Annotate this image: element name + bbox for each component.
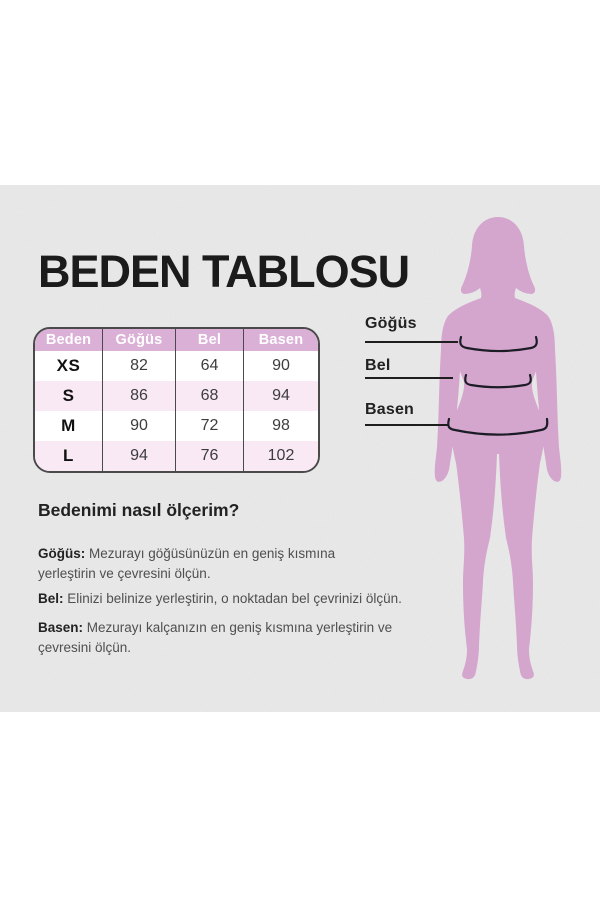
basen-value: 98 xyxy=(272,417,290,434)
bel-value: 64 xyxy=(176,351,244,381)
size-cell: M xyxy=(35,411,103,441)
gogus-value: 86 xyxy=(103,381,176,411)
basen-value: 102 xyxy=(267,447,295,464)
gogus-value: 90 xyxy=(103,411,176,441)
figure-label-gogus: Göğüs xyxy=(365,315,417,332)
header-cell-bel: Bel xyxy=(176,329,244,351)
figure-label-basen: Basen xyxy=(365,401,415,418)
instruction-bel xyxy=(38,589,402,609)
header-cell-gogus: Göğüs xyxy=(103,329,176,351)
instruction-text: Mezurayı kalçanızın en geniş kısmına yerleştirin ve çevresini ölçün. xyxy=(38,620,393,656)
table-row-s xyxy=(35,381,318,411)
female-body-shape xyxy=(435,217,562,679)
size-cell: XS xyxy=(35,351,103,381)
size-cell: S xyxy=(35,381,103,411)
page-title: BEDEN TABLOSU xyxy=(38,246,410,297)
table-row-l xyxy=(35,441,318,471)
gogus-value: 82 xyxy=(103,351,176,381)
bel-value: 68 xyxy=(176,381,244,411)
figure-label-bel: Bel xyxy=(365,357,391,374)
size-table-header-row xyxy=(35,329,318,351)
bel-value: 76 xyxy=(176,441,244,471)
basen-value: 90 xyxy=(272,357,290,374)
instruction-text: Mezurayı göğüsünüzün en geniş kısmına yerleştirin ve çevresini ölçün. xyxy=(38,546,336,582)
instruction-gogus xyxy=(38,544,373,585)
instruction-term: Basen: xyxy=(38,620,84,635)
basen-value: 94 xyxy=(272,387,290,404)
table-row-m xyxy=(35,411,318,441)
size-table xyxy=(33,327,320,473)
size-cell: L xyxy=(35,441,103,471)
instruction-basen xyxy=(38,618,436,659)
table-row-xs xyxy=(35,351,318,381)
header-cell-beden: Beden xyxy=(35,329,103,351)
instruction-term: Bel: xyxy=(38,591,64,606)
instruction-term: Göğüs: xyxy=(38,546,86,561)
header-cell-basen: Basen xyxy=(258,332,304,348)
bel-value: 72 xyxy=(176,411,244,441)
instructions-heading: Bedenimi nasıl ölçerim? xyxy=(38,500,240,520)
gogus-value: 94 xyxy=(103,441,176,471)
basen-pointer-line xyxy=(365,424,448,426)
gogus-pointer-line xyxy=(365,341,458,343)
bel-pointer-line xyxy=(365,377,453,379)
instruction-text: Elinizi belinize yerleştirin, o noktadan bel çevrinizi ölçün. xyxy=(63,591,402,606)
